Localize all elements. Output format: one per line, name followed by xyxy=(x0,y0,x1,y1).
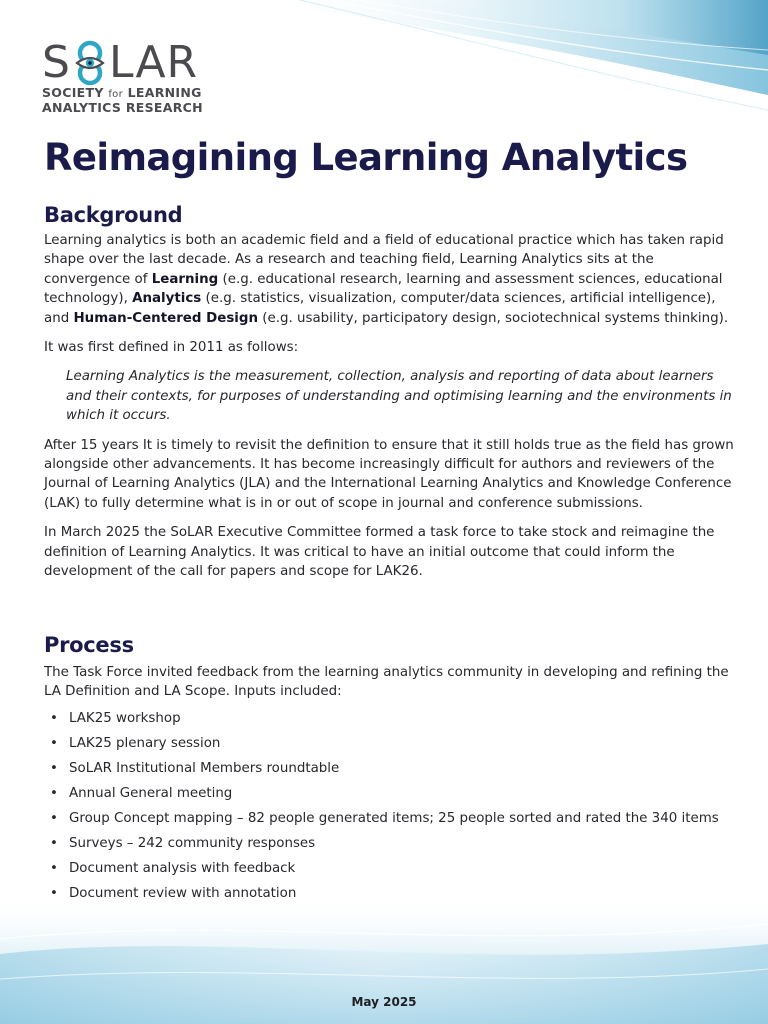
process-section xyxy=(44,633,734,910)
background-paragraph-2: It was first defined in 2011 as follows: xyxy=(44,340,299,356)
inputs-list xyxy=(44,710,734,903)
list-item: • Document analysis with feedback xyxy=(44,860,734,878)
logo-tagline-line1: SOCIETY for LEARNING xyxy=(42,85,202,100)
logo-wordmark xyxy=(42,37,203,88)
list-item: • Surveys – 242 community responses xyxy=(44,835,734,853)
background-paragraph-1: Learning analytics is both an academic field and a field of educational practice which has taken rapid shape over the last decade. As a research and teaching field, Learning Analytics sits at the convergence of Learning (e.g. educational research, learning and assessment sciences, educational technology), Analytics (e.g. statistics, visualization, computer/data sciences, artificial intelligence), and Human-Centered Design (e.g. usability, participatory design, sociotechnical systems thinking). xyxy=(44,233,729,326)
process-intro: The Task Force invited feedback from the learning analytics community in developing and refining the LA Definition and LA Scope. Inputs included: xyxy=(44,665,729,700)
logo-letters-lar: LAR xyxy=(108,37,199,88)
list-item: • LAK25 plenary session xyxy=(44,735,734,753)
list-item: • Annual General meeting xyxy=(44,785,734,803)
list-item: • Document review with annotation xyxy=(44,885,734,903)
bold-learning: Learning xyxy=(151,271,219,287)
page-title: Reimagining Learning Analytics xyxy=(44,136,688,179)
bold-analytics: Analytics xyxy=(132,291,202,307)
process-heading: Process xyxy=(44,633,134,657)
background-paragraph-4: In March 2025 the SoLAR Executive Committee formed a task force to take stock and reimagine the definition of Learning Analytics. It was critical to have an initial outcome that could inform the development of the call for papers and scope for LAK26. xyxy=(44,525,715,580)
list-item: • SoLAR Institutional Members roundtable xyxy=(44,760,734,778)
bold-human-centered-design: Human-Centered Design xyxy=(73,310,259,326)
footer-date: May 2025 xyxy=(351,995,417,1009)
logo-letter-s: S xyxy=(42,37,71,88)
logo-eye-icon xyxy=(72,40,108,86)
solar-logo xyxy=(42,37,203,115)
list-item: • LAK25 workshop xyxy=(44,710,734,728)
definition-quote: Learning Analytics is the measurement, collection, analysis and reporting of data about learners and their contexts, for purposes of understanding and optimising learning and the environments in which it occurs. xyxy=(66,369,732,424)
background-section xyxy=(44,203,734,592)
logo-tagline-line2: ANALYTICS RESEARCH xyxy=(42,100,203,115)
background-heading: Background xyxy=(44,203,183,227)
background-paragraph-3: After 15 years It is timely to revisit the definition to ensure that it still holds true as the field has grown alongside other advancements. It has become increasingly difficult for authors and reviewers of the Journal of Learning Analytics (JLA) and the International Learning Analytics and Knowledge Conference (LAK) to fully determine what is in or out of scope in journal and conference submissions. xyxy=(44,437,734,511)
list-item: • Group Concept mapping – 82 people generated items; 25 people sorted and rated the 340 items xyxy=(44,810,734,828)
